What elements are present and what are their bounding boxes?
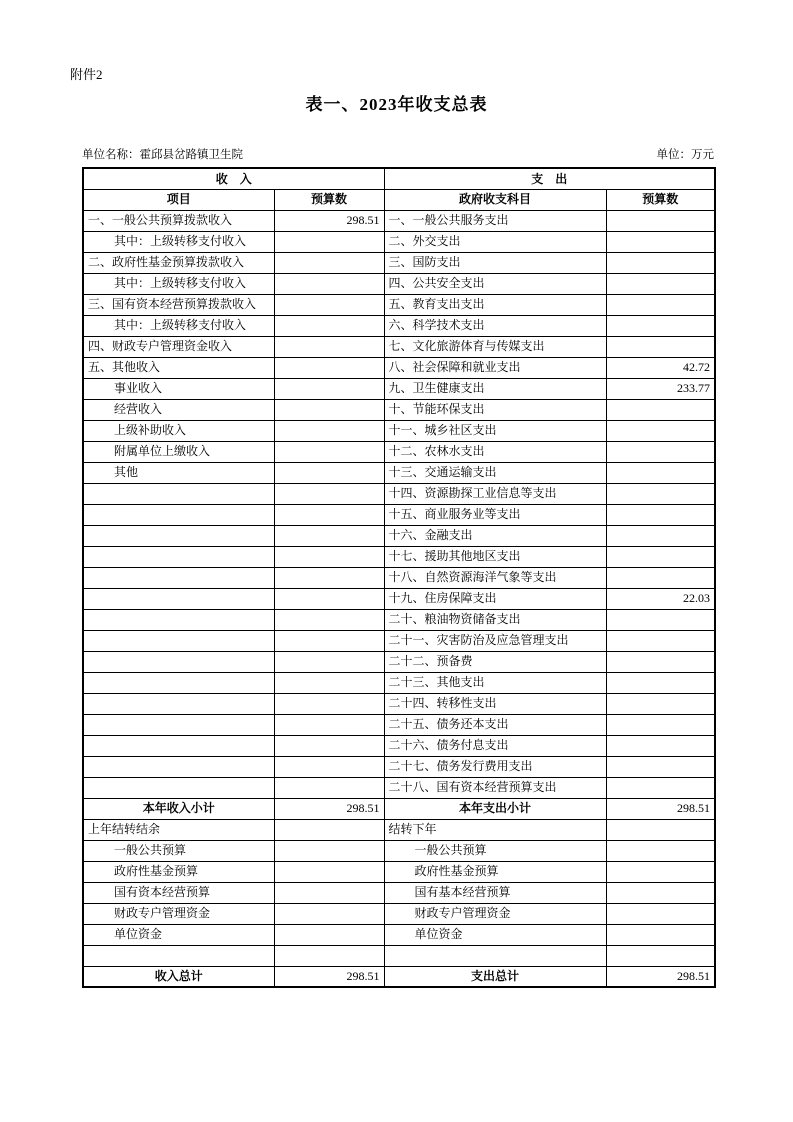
expense-budget-cell (606, 630, 715, 651)
table-row (83, 588, 715, 609)
income-budget-cell (274, 630, 384, 651)
income-budget-cell (274, 588, 384, 609)
income-item-cell: 三、国有资本经营预算拨款收入 (83, 294, 274, 315)
table-row (83, 777, 715, 798)
table-row (83, 609, 715, 630)
expense-item-cell: 八、社会保障和就业支出 (384, 357, 606, 378)
col-header-expense-budget: 预算数 (606, 189, 715, 210)
expense-item-cell: 财政专户管理资金 (384, 903, 606, 924)
expense-item-cell: 十七、援助其他地区支出 (384, 546, 606, 567)
expense-budget-cell: 298.51 (606, 966, 715, 987)
income-budget-cell (274, 735, 384, 756)
expense-item-cell: 十五、商业服务业等支出 (384, 504, 606, 525)
expense-budget-cell: 233.77 (606, 378, 715, 399)
expense-budget-cell (606, 315, 715, 336)
expense-budget-cell (606, 777, 715, 798)
income-item-cell: 单位资金 (83, 924, 274, 945)
income-item-cell: 其中：上级转移支付收入 (83, 231, 274, 252)
table-row (83, 546, 715, 567)
income-budget-cell (274, 252, 384, 273)
table-row (83, 945, 715, 966)
col-header-income-budget: 预算数 (274, 189, 384, 210)
table-row (83, 567, 715, 588)
income-item-cell: 政府性基金预算 (83, 861, 274, 882)
table-row (83, 735, 715, 756)
expense-item-cell: 单位资金 (384, 924, 606, 945)
expense-item-cell: 本年支出小计 (384, 798, 606, 819)
expense-item-cell: 二十一、灾害防治及应急管理支出 (384, 630, 606, 651)
income-item-cell: 经营收入 (83, 399, 274, 420)
expense-item-cell: 一般公共预算 (384, 840, 606, 861)
income-budget-cell: 298.51 (274, 210, 384, 231)
income-item-cell (83, 693, 274, 714)
expense-budget-cell (606, 252, 715, 273)
expense-budget-cell (606, 819, 715, 840)
table-row (83, 840, 715, 861)
expense-item-cell: 二十四、转移性支出 (384, 693, 606, 714)
expense-budget-cell (606, 231, 715, 252)
expense-budget-cell (606, 525, 715, 546)
budget-table (82, 167, 716, 988)
table-row (83, 630, 715, 651)
income-item-cell: 五、其他收入 (83, 357, 274, 378)
income-item-cell (83, 609, 274, 630)
expense-budget-cell (606, 693, 715, 714)
table-meta (82, 146, 714, 162)
attachment-label: 附件2 (70, 67, 103, 82)
expense-item-cell: 十三、交通运输支出 (384, 462, 606, 483)
table-row (83, 924, 715, 945)
table-row (83, 252, 715, 273)
expense-item-cell: 十八、自然资源海洋气象等支出 (384, 567, 606, 588)
expense-item-cell: 二十五、债务还本支出 (384, 714, 606, 735)
income-item-cell (83, 630, 274, 651)
income-item-cell: 上级补助收入 (83, 420, 274, 441)
expense-item-cell: 十九、住房保障支出 (384, 588, 606, 609)
income-item-cell (83, 588, 274, 609)
expense-budget-cell (606, 735, 715, 756)
expense-item-cell: 九、卫生健康支出 (384, 378, 606, 399)
expense-budget-cell (606, 462, 715, 483)
unit-name-label: 单位名称：霍邱县岔路镇卫生院 (82, 149, 243, 161)
income-item-cell (83, 777, 274, 798)
col-header-income-item: 项目 (83, 189, 274, 210)
expense-item-cell: 二十、粮油物资储备支出 (384, 609, 606, 630)
column-header-row (83, 189, 715, 210)
page-title: 表一、2023年收支总表 (305, 95, 488, 114)
table-row (83, 378, 715, 399)
income-item-cell: 国有资本经营预算 (83, 882, 274, 903)
income-budget-cell (274, 567, 384, 588)
table-row (83, 714, 715, 735)
income-item-cell (83, 714, 274, 735)
income-budget-cell (274, 378, 384, 399)
income-item-cell (83, 735, 274, 756)
table-row (83, 231, 715, 252)
expense-item-cell: 政府性基金预算 (384, 861, 606, 882)
income-budget-cell (274, 525, 384, 546)
income-budget-cell (274, 777, 384, 798)
income-budget-cell (274, 840, 384, 861)
expense-budget-cell (606, 651, 715, 672)
expense-budget-cell: 42.72 (606, 357, 715, 378)
income-budget-cell: 298.51 (274, 966, 384, 987)
income-budget-cell (274, 357, 384, 378)
expense-section-header: 支 出 (384, 168, 715, 189)
unit-measure-label: 单位：万元 (656, 149, 714, 161)
income-budget-cell (274, 399, 384, 420)
expense-item-cell: 七、文化旅游体育与传媒支出 (384, 336, 606, 357)
income-budget-cell (274, 861, 384, 882)
table-row (83, 756, 715, 777)
expense-item-cell: 十四、资源勘探工业信息等支出 (384, 483, 606, 504)
income-budget-cell (274, 903, 384, 924)
income-item-cell: 一、一般公共预算拨款收入 (83, 210, 274, 231)
income-item-cell (83, 672, 274, 693)
income-item-cell: 收入总计 (83, 966, 274, 987)
income-item-cell (83, 483, 274, 504)
expense-budget-cell (606, 756, 715, 777)
expense-budget-cell (606, 420, 715, 441)
expense-item-cell: 二十六、债务付息支出 (384, 735, 606, 756)
expense-budget-cell (606, 504, 715, 525)
expense-item-cell: 支出总计 (384, 966, 606, 987)
income-item-cell: 二、政府性基金预算拨款收入 (83, 252, 274, 273)
income-item-cell: 一般公共预算 (83, 840, 274, 861)
income-budget-cell (274, 546, 384, 567)
table-row (83, 357, 715, 378)
col-header-expense-item: 政府收支科目 (384, 189, 606, 210)
expense-budget-cell (606, 441, 715, 462)
table-row (83, 861, 715, 882)
income-item-cell: 附属单位上缴收入 (83, 441, 274, 462)
expense-item-cell: 四、公共安全支出 (384, 273, 606, 294)
income-item-cell (83, 504, 274, 525)
income-section-header: 收 入 (83, 168, 384, 189)
expense-budget-cell (606, 336, 715, 357)
total-row (83, 966, 715, 987)
income-budget-cell (274, 273, 384, 294)
income-item-cell: 其中：上级转移支付收入 (83, 315, 274, 336)
income-item-cell (83, 945, 274, 966)
expense-budget-cell (606, 882, 715, 903)
expense-item-cell: 二、外交支出 (384, 231, 606, 252)
table-header (83, 168, 715, 210)
table-row (83, 819, 715, 840)
table-row (83, 903, 715, 924)
table-row (83, 441, 715, 462)
table-row (83, 504, 715, 525)
expense-item-cell: 十、节能环保支出 (384, 399, 606, 420)
expense-item-cell: 二十三、其他支出 (384, 672, 606, 693)
income-item-cell: 上年结转结余 (83, 819, 274, 840)
table-row (83, 273, 715, 294)
table-row (83, 525, 715, 546)
income-item-cell: 其中：上级转移支付收入 (83, 273, 274, 294)
expense-budget-cell (606, 672, 715, 693)
income-item-cell (83, 651, 274, 672)
income-budget-cell: 298.51 (274, 798, 384, 819)
expense-budget-cell (606, 903, 715, 924)
income-budget-cell (274, 483, 384, 504)
income-item-cell (83, 756, 274, 777)
table-row (83, 420, 715, 441)
income-item-cell: 财政专户管理资金 (83, 903, 274, 924)
expense-item-cell: 十二、农林水支出 (384, 441, 606, 462)
expense-budget-cell (606, 945, 715, 966)
income-item-cell: 其他 (83, 462, 274, 483)
table-row (83, 693, 715, 714)
expense-item-cell: 三、国防支出 (384, 252, 606, 273)
expense-budget-cell (606, 273, 715, 294)
income-budget-cell (274, 672, 384, 693)
income-item-cell (83, 546, 274, 567)
table-row (83, 399, 715, 420)
income-item-cell: 本年收入小计 (83, 798, 274, 819)
income-item-cell: 事业收入 (83, 378, 274, 399)
expense-budget-cell (606, 861, 715, 882)
table-row (83, 294, 715, 315)
expense-budget-cell (606, 609, 715, 630)
expense-item-cell: 二十七、债务发行费用支出 (384, 756, 606, 777)
table-row (83, 210, 715, 231)
expense-item-cell: 十六、金融支出 (384, 525, 606, 546)
income-budget-cell (274, 609, 384, 630)
expense-item-cell: 一、一般公共服务支出 (384, 210, 606, 231)
expense-budget-cell (606, 714, 715, 735)
table-row (83, 336, 715, 357)
table-row (83, 483, 715, 504)
income-budget-cell (274, 315, 384, 336)
expense-budget-cell (606, 294, 715, 315)
table-row (83, 651, 715, 672)
income-budget-cell (274, 441, 384, 462)
expense-item-cell: 二十二、预备费 (384, 651, 606, 672)
table-row (83, 882, 715, 903)
income-item-cell: 四、财政专户管理资金收入 (83, 336, 274, 357)
expense-item-cell: 六、科学技术支出 (384, 315, 606, 336)
income-budget-cell (274, 294, 384, 315)
subtotal-row (83, 798, 715, 819)
income-budget-cell (274, 693, 384, 714)
expense-item-cell: 二十八、国有资本经营预算支出 (384, 777, 606, 798)
income-budget-cell (274, 819, 384, 840)
expense-budget-cell: 298.51 (606, 798, 715, 819)
expense-budget-cell (606, 546, 715, 567)
expense-budget-cell (606, 840, 715, 861)
income-budget-cell (274, 231, 384, 252)
income-budget-cell (274, 651, 384, 672)
expense-budget-cell (606, 483, 715, 504)
table-row (83, 315, 715, 336)
income-budget-cell (274, 420, 384, 441)
income-budget-cell (274, 945, 384, 966)
table-row (83, 462, 715, 483)
income-budget-cell (274, 462, 384, 483)
expense-item-cell: 国有基本经营预算 (384, 882, 606, 903)
income-budget-cell (274, 504, 384, 525)
income-budget-cell (274, 756, 384, 777)
expense-item-cell: 十一、城乡社区支出 (384, 420, 606, 441)
income-budget-cell (274, 882, 384, 903)
expense-item-cell: 结转下年 (384, 819, 606, 840)
expense-item-cell (384, 945, 606, 966)
income-item-cell (83, 567, 274, 588)
expense-item-cell: 五、教育支出支出 (384, 294, 606, 315)
expense-budget-cell (606, 210, 715, 231)
section-header-row (83, 168, 715, 189)
table-body (83, 210, 715, 987)
table-row (83, 672, 715, 693)
expense-budget-cell (606, 924, 715, 945)
expense-budget-cell (606, 567, 715, 588)
income-budget-cell (274, 714, 384, 735)
income-budget-cell (274, 336, 384, 357)
income-item-cell (83, 525, 274, 546)
income-budget-cell (274, 924, 384, 945)
expense-budget-cell (606, 399, 715, 420)
expense-budget-cell: 22.03 (606, 588, 715, 609)
